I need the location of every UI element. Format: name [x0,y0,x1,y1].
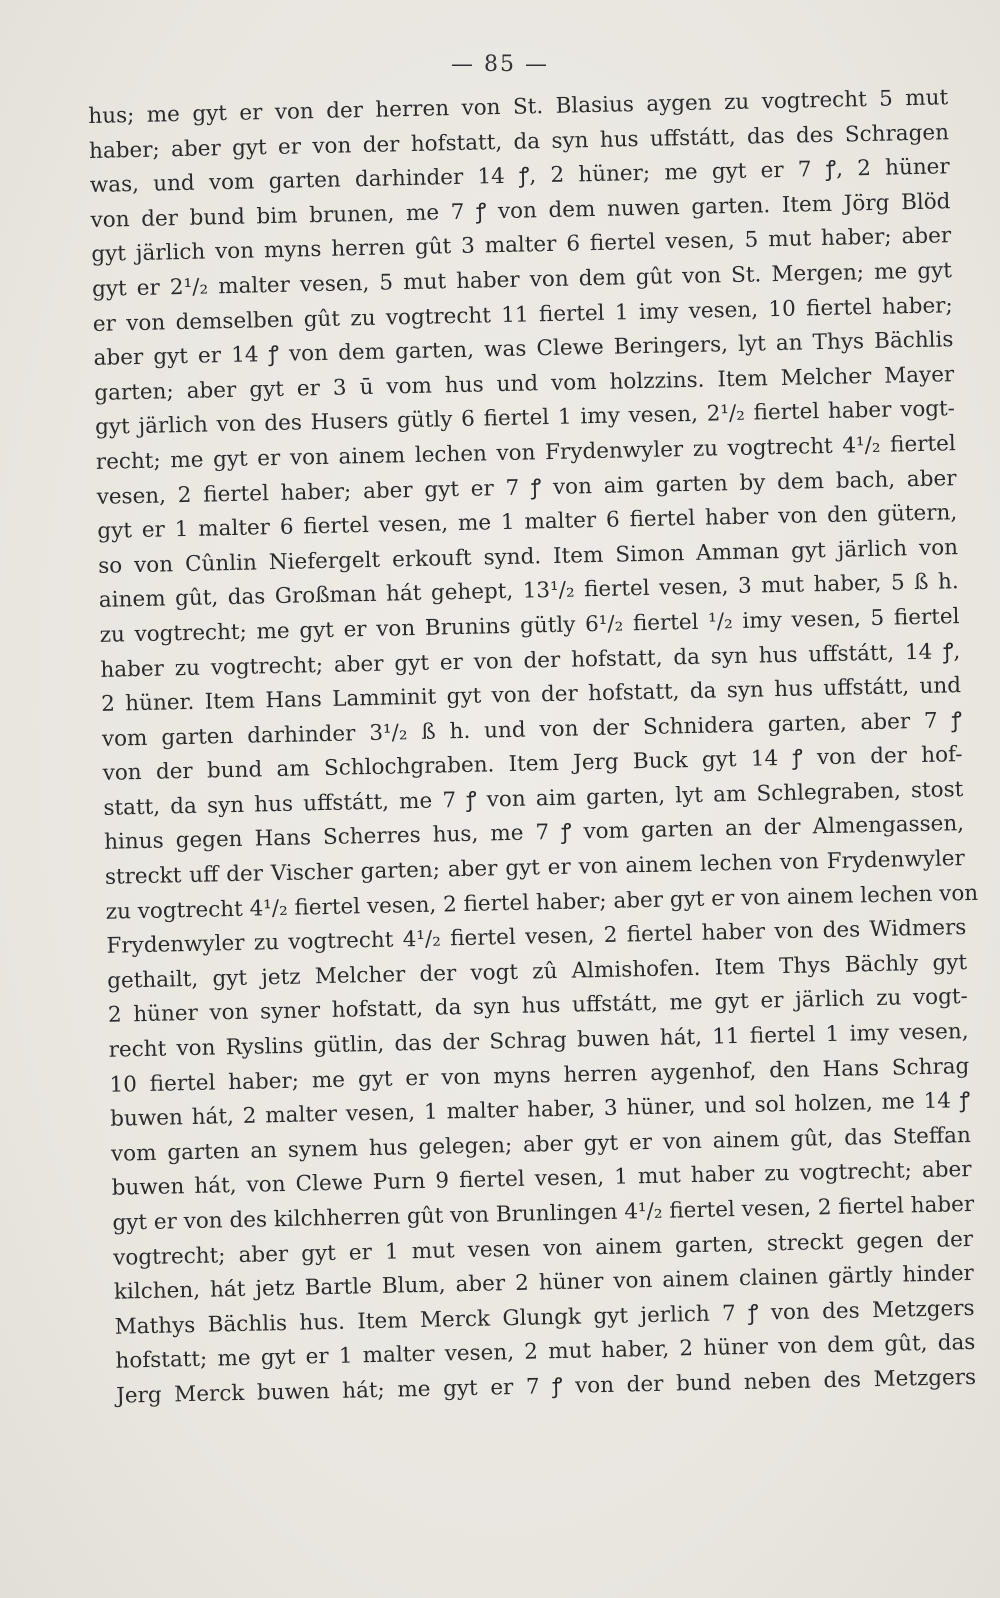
text-line: gyt er 2¹/₂ malter vesen, 5 mut haber von dem gût von St. Mergen; me gyt [91,258,953,302]
text-line: zu vogtrecht 4¹/₂ fiertel vesen, 2 fiertel haber; aber gyt er von ainem lechen von [105,880,979,925]
text-line: 2 hüner von syner hofstatt, da syn hus uffstátt, me gyt er järlich zu vogt- [107,984,969,1029]
text-line: ainem gût, das Großman hát gehept, 13¹/₂ fiertel vesen, 3 mut haber, 5 ß h. [98,569,959,614]
text-line: hus; me gyt er von der herren von St. Blasius aygen zu vogtrecht 5 mut [88,85,949,129]
page-number: — 85 — [451,52,549,77]
text-line: Mathys Bächlis hus. Item Merck Glungk gyt jerlich 7 ꝭ von des Metzgers [114,1295,975,1340]
text-line: kilchen, hát jetz Bartle Blum, aber 2 hüner von ainem clainen gärtly hinder [113,1261,975,1305]
text-line: buwen hát, 2 malter vesen, 1 malter haber, 3 hüner, und sol holzen, me 14 ꝭ [109,1088,971,1132]
text-line: vom garten an synem hus gelegen; aber gyt er von ainem gût, das Steffan [110,1122,972,1167]
text-line: so von Cûnlin Niefergelt erkouft synd. Item Simon Amman gyt järlich von [97,534,959,579]
text-line: vesen, 2 fiertel haber; aber gyt er 7 ꝭ von aim garten by dem bach, aber [96,465,957,510]
text-line: statt, da syn hus uffstátt, me 7 ꝭ von aim garten, lyt am Schlegraben, stost [103,776,964,821]
text-line: streckt uff der Vischer garten; aber gyt er von ainem lechen von Frydenwyler [104,846,966,890]
text-line: 10 fiertel haber; me gyt er von myns herren aygenhof, den Hans Schrag [109,1053,970,1098]
text-line: recht von Ryslins gütlin, das der Schrag buwen hát, 11 fiertel 1 imy vesen, [108,1019,969,1063]
text-line: gyt er 1 malter 6 fiertel vesen, me 1 malter 6 fiertel haber von den gütern, [97,500,958,545]
text-line: gyt er von des kilchherren gût von Brunlingen 4¹/₂ fiertel vesen, 2 fiertel haber [112,1191,975,1236]
text-line: 2 hüner. Item Hans Lamminit gyt von der hofstatt, da syn hus uffstátt, und [100,673,962,717]
text-line: von der bund bim brunen, me 7 ꝭ von dem nuwen garten. Item Jörg Blöd [90,188,951,233]
text-line: gethailt, gyt jetz Melcher der vogt zû Almishofen. Item Thys Bächly gyt [106,949,968,994]
text-line: was, und vom garten darhinder 14 ꝭ, 2 hüner; me gyt er 7 ꝭ, 2 hüner [89,154,950,199]
text-line: zu vogtrecht; me gyt er von Brunins gütly 6¹/₂ fiertel ¹/₂ imy vesen, 5 fiertel [99,604,960,648]
text-line: vom garten darhinder 3¹/₂ ß h. und von der Schnidera garten, aber 7 ꝭ [101,707,963,752]
text-line: von der bund am Schlochgraben. Item Jerg Buck gyt 14 ꝭ von der hof- [102,742,963,787]
text-line: hofstatt; me gyt er 1 malter vesen, 2 mut haber, 2 hüner von dem gût, das [115,1330,976,1375]
text-line: Jerg Merck buwen hát; me gyt er 7 ꝭ von der bund neben des Metzgers [116,1364,977,1409]
text-line: vogtrecht; aber gyt er 1 mut vesen von ainem garten, streckt gegen der [112,1226,974,1271]
text-line: er von demselben gût zu vogtrecht 11 fiertel 1 imy vesen, 10 fiertel haber; [92,292,953,337]
text-line: recht; me gyt er von ainem lechen von Frydenwyler zu vogtrecht 4¹/₂ fiertel [95,431,956,475]
text-line: gyt järlich von myns herren gût 3 malter 6 fiertel vesen, 5 mut haber; aber [91,223,952,268]
text-line: aber gyt er 14 ꝭ von dem garten, was Clewe Beringers, lyt an Thys Bächlis [93,327,954,372]
text-line: Frydenwyler zu vogtrecht 4¹/₂ fiertel vesen, 2 fiertel haber von des Widmers [106,915,967,960]
text-line: haber zu vogtrecht; aber gyt er von der hofstatt, da syn hus uffstátt, 14 ꝭ, [100,638,961,683]
body-text [88,81,979,1414]
text-line: buwen hát, von Clewe Purn 9 fiertel vesen, 1 mut haber zu vogtrecht; aber [111,1157,972,1202]
text-line: garten; aber gyt er 3 ū vom hus und vom holzzins. Item Melcher Mayer [94,361,955,406]
text-line: gyt järlich von des Husers gütly 6 fiertel 1 imy vesen, 2¹/₂ fiertel haber vogt- [94,396,956,441]
text-line: haber; aber gyt er von der hofstatt, da syn hus uffstátt, das des Schragen [88,119,950,164]
text-line: hinus gegen Hans Scherres hus, me 7 ꝭ vom garten an der Almengassen, [103,811,965,856]
